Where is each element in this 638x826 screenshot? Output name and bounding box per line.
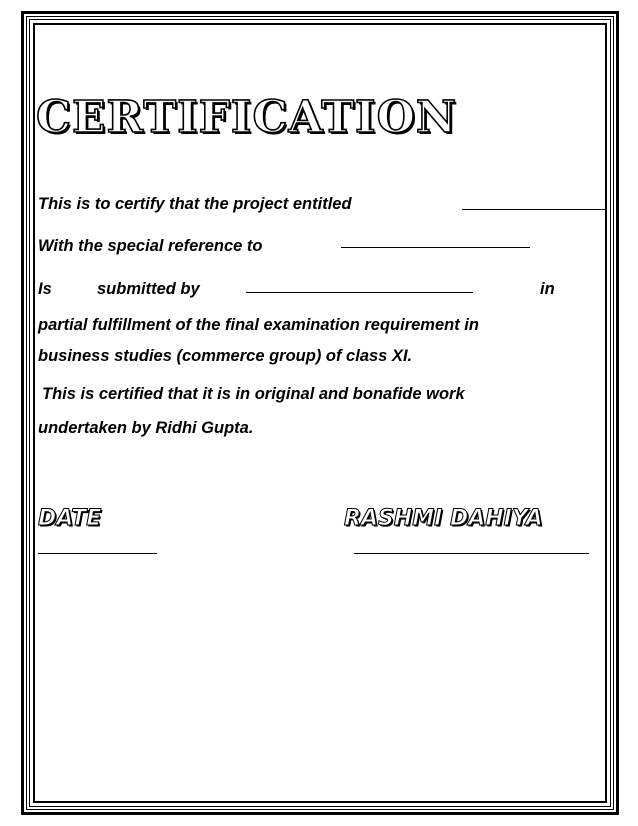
project-title-label: This is to certify that the project entitled (38, 195, 352, 213)
requirement-line: partial fulfillment of the final examination requirement in (38, 316, 479, 334)
bonafide-line: This is certified that it is in original and bonafide work (42, 385, 465, 403)
submitted-by-blank (246, 292, 473, 293)
date-label: DATE (38, 506, 102, 531)
submitted-by-label: submitted by (97, 280, 200, 298)
undertaken-line: undertaken by Ridhi Gupta. (38, 419, 254, 437)
certificate-title: CERTIFICATION (36, 92, 458, 143)
date-line (38, 553, 157, 554)
is-word: Is (38, 280, 52, 298)
reference-blank (341, 247, 530, 248)
signature-line (354, 553, 589, 554)
in-word: in (540, 280, 555, 298)
project-title-blank (462, 209, 605, 210)
reference-label: With the special reference to (38, 237, 263, 255)
signatory-name: RASHMI DAHIYA (344, 506, 543, 531)
class-line: business studies (commerce group) of class XI. (38, 347, 413, 365)
